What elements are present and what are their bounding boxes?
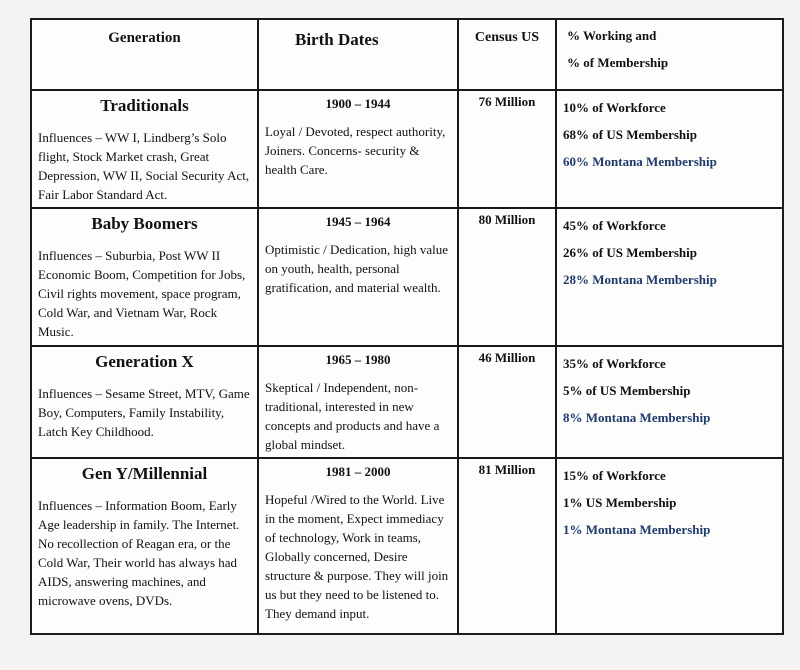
census-value: 76 Million (458, 90, 556, 208)
generation-name: Traditionals (100, 96, 189, 115)
header-generation: Generation (31, 19, 258, 90)
table-row (31, 346, 783, 458)
percent-cell (556, 458, 783, 634)
table-row (31, 208, 783, 346)
generation-influences: Influences – WW I, Lindberg’s Solo flight, Stock Market crash, Great Depression, WW II, Social Security Act, Fair Labor Standard Act. (38, 130, 250, 202)
census-value: 80 Million (458, 208, 556, 346)
generation-influences: Influences – Sesame Street, MTV, Game Boy, Computers, Family Instability, Latch Key Childhood. (38, 386, 250, 439)
header-percent (556, 19, 783, 90)
birth-dates: 1981 – 2000 (325, 464, 391, 479)
generation-cell (31, 208, 258, 346)
workforce-percent: 15% of Workforce (563, 468, 666, 483)
workforce-percent: 45% of Workforce (563, 218, 666, 233)
header-percent-line1: % Working and (567, 28, 657, 43)
birth-dates: 1965 – 1980 (325, 352, 391, 367)
header-percent-line2: % of Membership (567, 55, 669, 70)
birth-cell (258, 90, 458, 208)
generation-name: Baby Boomers (91, 214, 198, 233)
header-census: Census US (458, 19, 556, 90)
table-row (31, 90, 783, 208)
birth-cell (258, 346, 458, 458)
generations-table (30, 18, 784, 635)
us-membership-percent: 68% of US Membership (563, 127, 697, 142)
generation-description: Skeptical / Independent, non-traditional, interested in new concepts and products and have a global mindset. (265, 380, 440, 452)
census-value: 81 Million (458, 458, 556, 634)
generation-influences: Influences – Suburbia, Post WW II Economic Boom, Competition for Jobs, Civil rights movement, space program, Cold War, and Vietnam War, Rock Music. (38, 248, 246, 339)
generation-name: Gen Y/Millennial (81, 464, 208, 483)
header-birth-dates: Birth Dates (258, 19, 458, 90)
header-row (31, 19, 783, 90)
generation-influences: Influences – Information Boom, Early Age leadership in family. The Internet. No recollection of Reagan era, or the Cold War, Their world has always had AIDS, answering machines, and microwave ovens, DVDs. (38, 498, 240, 608)
generation-description: Loyal / Devoted, respect authority, Joiners. Concerns- security & health Care. (265, 124, 446, 177)
percent-cell (556, 90, 783, 208)
generation-cell (31, 346, 258, 458)
percent-cell (556, 208, 783, 346)
montana-membership-percent: 60% Montana Membership (563, 154, 717, 169)
table-row (31, 458, 783, 634)
generation-cell (31, 90, 258, 208)
birth-dates: 1900 – 1944 (325, 96, 391, 111)
birth-dates: 1945 – 1964 (325, 214, 391, 229)
us-membership-percent: 5% of US Membership (563, 383, 691, 398)
generation-description: Optimistic / Dedication, high value on youth, health, personal gratification, and material wealth. (265, 242, 449, 295)
montana-membership-percent: 1% Montana Membership (563, 522, 711, 537)
birth-cell (258, 208, 458, 346)
percent-cell (556, 346, 783, 458)
montana-membership-percent: 28% Montana Membership (563, 272, 717, 287)
birth-cell (258, 458, 458, 634)
generation-description: Hopeful /Wired to the World. Live in the moment, Expect immediacy of technology, Work in teams, Globally concerned, Desire structure & purpose. They will join us but they need to be listened to. They demand input. (265, 492, 449, 621)
us-membership-percent: 1% US Membership (563, 495, 677, 510)
workforce-percent: 35% of Workforce (563, 356, 666, 371)
census-value: 46 Million (458, 346, 556, 458)
generation-cell (31, 458, 258, 634)
generation-name: Generation X (95, 352, 194, 371)
montana-membership-percent: 8% Montana Membership (563, 410, 711, 425)
workforce-percent: 10% of Workforce (563, 100, 666, 115)
us-membership-percent: 26% of US Membership (563, 245, 697, 260)
